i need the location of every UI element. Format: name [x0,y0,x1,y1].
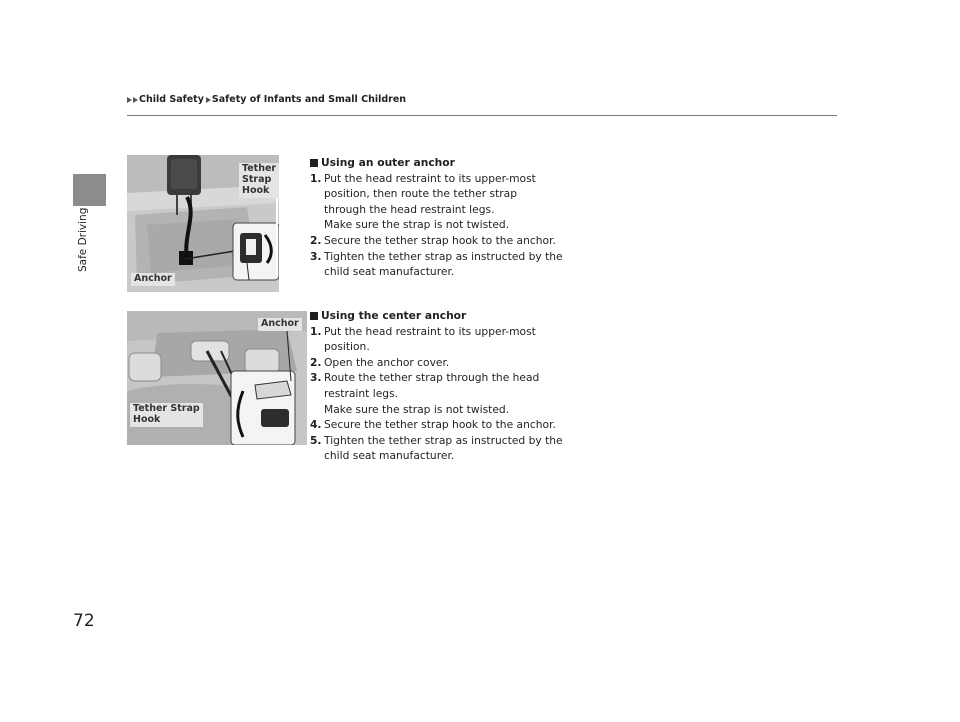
page-number: 72 [73,611,95,631]
breadcrumb-item-child-safety[interactable]: Child Safety [139,94,204,105]
arrow-right-icon [206,97,211,103]
step-line: restraint legs. [324,386,399,400]
step-line: position, then route the tether strap [324,187,517,201]
instruction-step [310,417,584,433]
step-line: Put the head restraint to its upper-most [324,324,536,338]
breadcrumb [127,94,406,105]
center-anchor-section [310,308,584,464]
step-line: Secure the tether strap hook to the anchor. [324,233,556,247]
tether-strap-hook-callout: Tether Strap Hook [130,403,203,427]
outer-anchor-section [310,155,584,280]
step-number: 2. [310,233,322,247]
instruction-step [310,370,584,417]
instruction-step [310,355,584,371]
step-line: Put the head restraint to its upper-most [324,171,536,185]
step-number: 1. [310,171,322,185]
step-line: Make sure the strap is not twisted. [324,218,510,232]
section-heading [310,155,584,171]
instruction-step [310,433,584,464]
instruction-step [310,249,584,280]
chapter-tab-marker [73,174,106,206]
center-anchor-figure [127,311,307,445]
section-heading [310,308,584,324]
tether-strap-hook-callout: Tether Strap Hook [239,163,279,198]
step-line: Open the anchor cover. [324,355,450,369]
chapter-label: Safe Driving [77,207,89,272]
header-divider [127,115,837,116]
anchor-callout: Anchor [131,273,175,286]
step-line: Tighten the tether strap as instructed by the [324,249,563,263]
arrow-right-icon [133,97,138,103]
step-line: position. [324,340,370,354]
step-line: Route the tether strap through the head [324,371,540,385]
step-number: 3. [310,371,322,385]
step-line: child seat manufacturer. [324,449,455,463]
step-number: 1. [310,324,322,338]
breadcrumb-item-safety-of-infants[interactable]: Safety of Infants and Small Children [211,94,407,105]
instruction-step [310,233,584,249]
step-line: child seat manufacturer. [324,265,455,279]
step-line: through the head restraint legs. [324,202,495,216]
step-number: 5. [310,433,322,447]
instruction-step [310,171,584,233]
section-heading-text: Using an outer anchor [321,156,455,169]
step-number: 3. [310,249,322,263]
square-bullet-icon [310,159,318,167]
step-number: 4. [310,418,322,432]
anchor-callout: Anchor [258,318,302,331]
step-line: Tighten the tether strap as instructed by the [324,433,563,447]
square-bullet-icon [310,312,318,320]
arrow-right-icon [127,97,132,103]
section-heading-text: Using the center anchor [321,309,467,322]
instruction-step [310,324,584,355]
step-line: Secure the tether strap hook to the anchor. [324,418,556,432]
step-line: Make sure the strap is not twisted. [324,402,510,416]
outer-anchor-figure [127,155,279,292]
step-number: 2. [310,355,322,369]
